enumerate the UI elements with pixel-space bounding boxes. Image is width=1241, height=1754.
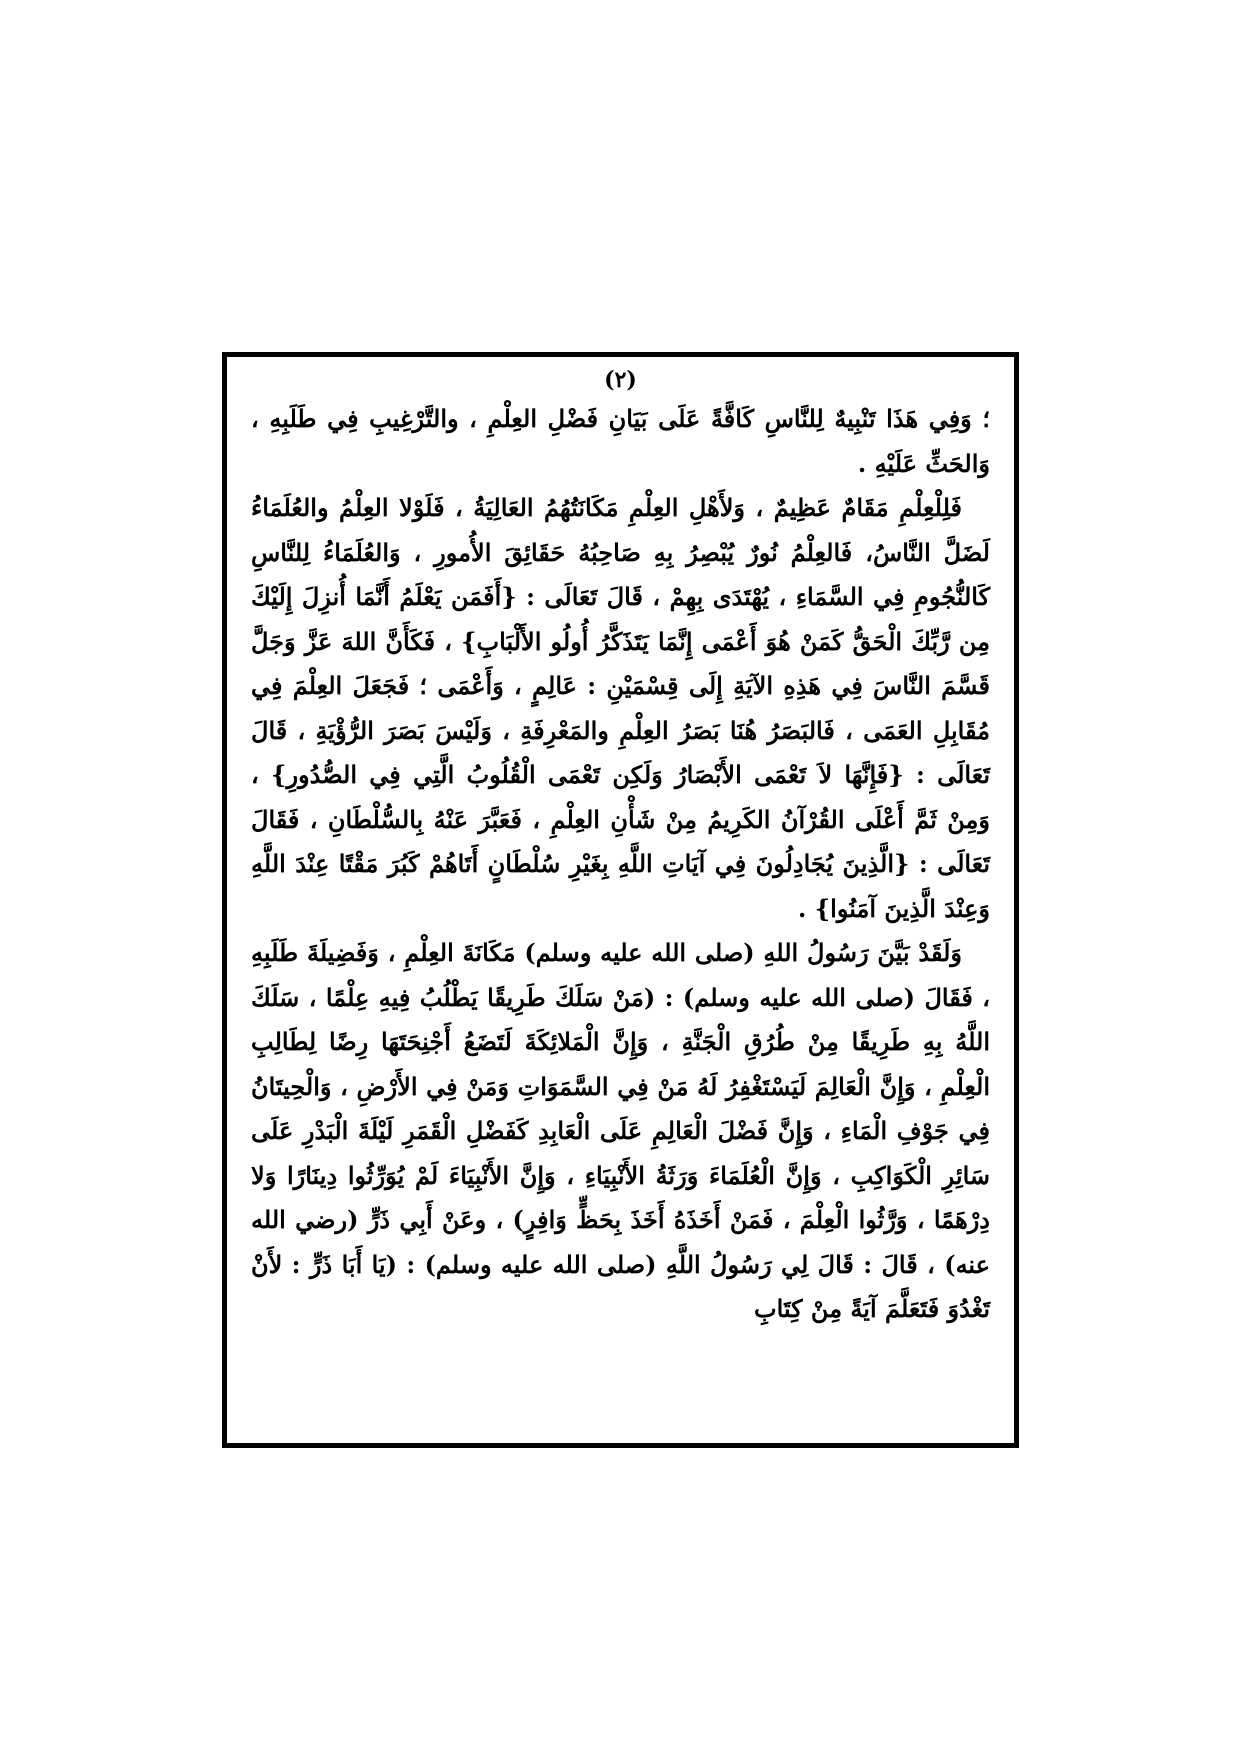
page-number: (٢) (604, 367, 637, 393)
paragraph-knowledge-status: فَلِلْعِلْمِ مَقَامٌ عَظِيمٌ ، وَلأَهْلِ العِلْمِ مَكَانَتُهُمُ العَالِيَةُ ، فَلَوْلا العِلْمُ والعُلَمَاءُ لَضَلَّ النَّاسُ، فَالعِلْمُ نُورٌ يُبْصِرُ بِهِ صَاحِبُهُ حَقَائِقَ الأُمورِ ، وَالعُلَمَاءُ لِلنَّاسِ كَالنُّجُومِ فِي السَّمَاءِ ، يُهْتَدَى بِهِمْ ، قَالَ تَعَالَى : {أَفَمَن يَعْلَمُ أَنَّمَا أُنزِلَ إِلَيْكَ مِن رَّبِّكَ الْحَقُّ كَمَنْ هُوَ أَعْمَى إِنَّمَا يَتَذَكَّرُ أُولُو الأَلْبَابِ} ، فَكَأَنَّ اللهَ عَزَّ وَجَلَّ قَسَّمَ النَّاسَ فِي هَذِهِ الآيَةِ إِلَى قِسْمَيْنِ : عَالِمٍ ، وَأَعْمَى ؛ فَجَعَلَ العِلْمَ فِي مُقَابِلِ العَمَى ، فَالبَصَرُ هُنَا بَصَرُ العِلْمِ والمَعْرِفَةِ ، وَلَيْسَ بَصَرَ الرُّؤْيَةِ ، قَالَ تَعَالَى : {فَإِنَّهَا لاَ تَعْمَى الأَبْصَارُ وَلَكِن تَعْمَى الْقُلُوبُ الَّتِي فِي الصُّدُورِ} ، وَمِنْ ثَمَّ أَعْلَى القُرْآنُ الكَرِيمُ مِنْ شَأْنِ العِلْمِ ، فَعَبَّرَ عَنْهُ بِالسُّلْطَانِ ، فَقَالَ تَعَالَى : {الَّذِينَ يُجَادِلُونَ فِي آيَاتِ اللَّهِ بِغَيْرِ سُلْطَانٍ أَتَاهُمْ كَبُرَ مَقْتًا عِنْدَ اللَّهِ وَعِنْدَ الَّذِينَ آمَنُوا} . (251, 493, 991, 923)
page-frame (222, 352, 1019, 1448)
paragraph-prophet-hadith: وَلَقَدْ بَيَّنَ رَسُولُ اللهِ (صلى الله عليه وسلم) مَكَانَةَ العِلْمِ ، وَفَضِيلَةَ طَلَبِهِ ، فَقَالَ (صلى الله عليه وسلم) : (مَنْ سَلَكَ طَرِيقًا يَطْلُبُ فِيهِ عِلْمًا ، سَلَكَ اللَّهُ بِهِ طَرِيقًا مِنْ طُرُقِ الْجَنَّةِ ، وَإِنَّ الْمَلائِكَةَ لَتَضَعُ أَجْنِحَتَهَا رِضًا لِطَالِبِ الْعِلْمِ ، وَإِنَّ الْعَالِمَ لَيَسْتَغْفِرُ لَهُ مَنْ فِي السَّمَوَاتِ وَمَنْ فِي الأَرْضِ ، وَالْحِيتَانُ فِي جَوْفِ الْمَاءِ ، وَإِنَّ فَضْلَ الْعَالِمِ عَلَى الْعَابِدِ كَفَضْلِ الْقَمَرِ لَيْلَةَ الْبَدْرِ عَلَى سَائِرِ الْكَوَاكِبِ ، وَإِنَّ الْعُلَمَاءَ وَرَثَةُ الأَنْبِيَاءِ ، وَإِنَّ الأَنْبِيَاءَ لَمْ يُوَرِّثُوا دِينَارًا وَلا دِرْهَمًا ، وَرَّثُوا الْعِلْمَ ، فَمَنْ أَخَذَهُ أَخَذَ بِحَظٍّ وَافِرٍ) ، وعَنْ أَبِي ذَرٍّ (رضي الله عنه) ، قَالَ : قَالَ لِي رَسُولُ اللَّهِ (صلى الله عليه وسلم) : (يَا أَبَا ذَرٍّ : لأَنْ تَغْدُوَ فَتَعَلَّمَ آيَةً مِنْ كِتَابِ (251, 938, 991, 1323)
paragraph-intro: ؛ وَفِي هَذَا تَنْبِيهٌ لِلنَّاسِ كَافَّةً عَلَى بَيَانِ فَضْلِ العِلْمِ ، والتَّرْغِيبِ فِي طَلَبِهِ ، وَالحَثِّ عَلَيْهِ . (251, 404, 990, 478)
body-text (251, 397, 990, 1332)
